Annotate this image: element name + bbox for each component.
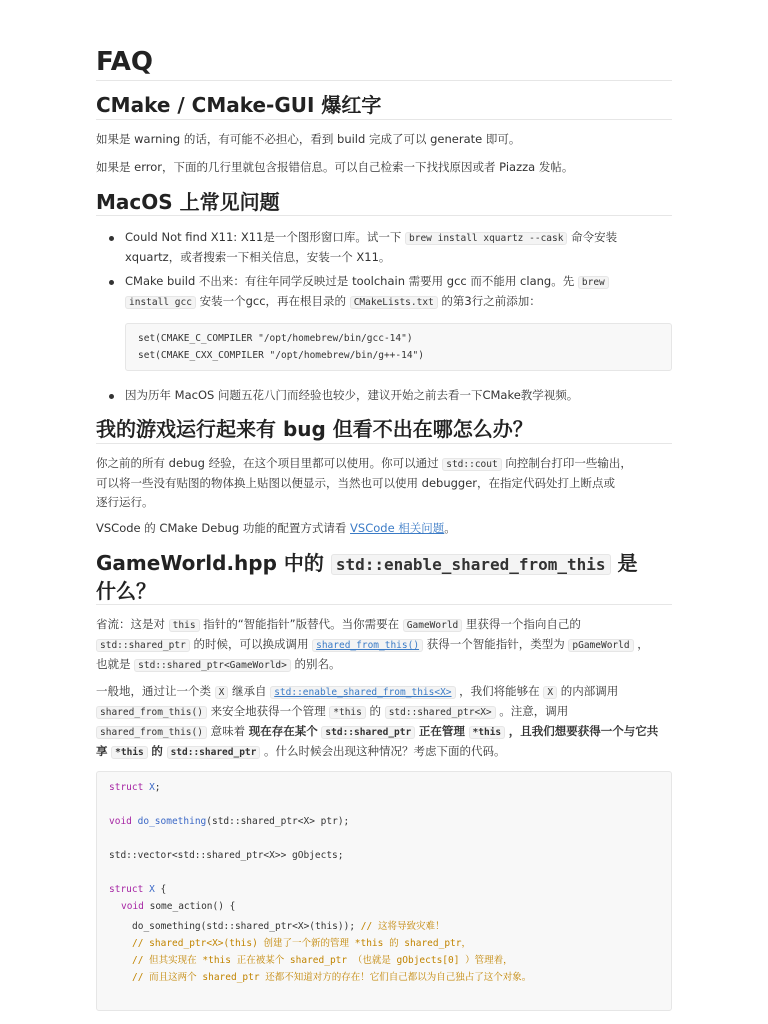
- vscode-faq-link[interactable]: VSCode 相关问题: [350, 521, 445, 535]
- inline-code: *this: [329, 706, 366, 719]
- divider: [96, 119, 672, 120]
- code-line: struct X;: [109, 782, 161, 793]
- section-heading-cmake: CMake / CMake-GUI 爆红字: [96, 93, 382, 117]
- code-block-shared-ptr: [96, 771, 672, 1011]
- gameworld-summary-paragraph: 省流：这是对 this 指针的“智能指针”版替代。当你需要在 GameWorld 里获得一个指向自己的 std::shared_ptr 的时候，可以换成调用 shared_from_this() 获得一个智能指针，类型为 pGameWorld ， 也就是 std::shared_ptr<GameWorld> 的别名。: [96, 617, 649, 671]
- page-title: FAQ: [96, 47, 154, 77]
- code-line: void some_action() {: [121, 901, 236, 912]
- inline-code: X: [215, 686, 229, 699]
- bullet-icon: [109, 280, 114, 285]
- inline-code: brew install xquartz --cask: [405, 232, 567, 245]
- inline-code: install gcc: [125, 296, 196, 309]
- cmake-warning-paragraph: 如果是 warning 的话，有可能不必担心，看到 build 完成了可以 generate 即可。: [96, 132, 521, 146]
- code-comment: // 而且这两个 shared_ptr 还都不知道对方的存在！它们自己都以为自己独占了这个对象。: [132, 972, 532, 983]
- inline-code: X: [543, 686, 557, 699]
- inline-code: std::shared_ptr<GameWorld>: [134, 659, 291, 672]
- bullet-icon: [109, 236, 114, 241]
- vscode-paragraph: VSCode 的 CMake Debug 功能的配置方式请看 VSCode 相关问题。: [96, 521, 456, 535]
- inline-code: std::shared_ptr: [96, 639, 190, 652]
- section-heading-debug: 我的游戏运行起来有 bug 但看不出在哪怎么办？: [96, 417, 533, 441]
- debug-paragraph: 你之前的所有 debug 经验，在这个项目里都可以使用。你可以通过 std::cout 向控制台打印一些输出， 可以将一些没有贴图的物体换上贴图以便显示，当然也可以使用 debugger，在指定代码处打上断点或 逐行运行。: [96, 456, 632, 509]
- inline-code: pGameWorld: [568, 639, 633, 652]
- inline-code: GameWorld: [403, 619, 462, 632]
- enable-shared-from-this-link[interactable]: std::enable_shared_from_this<X>: [270, 686, 455, 699]
- code-line: void do_something(std::shared_ptr<X> ptr);: [109, 816, 350, 827]
- section-heading-gameworld: GameWorld.hpp 中的 std::enable_shared_from_this 是 什么？: [96, 551, 638, 603]
- code-line: struct X {: [109, 884, 167, 895]
- inline-code: shared_from_this(): [96, 726, 207, 739]
- inline-code: shared_from_this(): [96, 706, 207, 719]
- code-block-cmake: [125, 323, 672, 371]
- code-line: set(CMAKE_CXX_COMPILER "/opt/homebrew/bin/g++-14"): [138, 350, 424, 361]
- inline-code: std::enable_shared_from_this: [331, 554, 611, 575]
- list-item-x11: Could Not find X11: X11是一个图形窗口库。试一下 brew install xquartz --cask 命令安装 xquartz，或者搜索一下相关信息，安装一个 X11。: [125, 228, 665, 267]
- list-item-gcc: CMake build 不出来：有往年同学反映过是 toolchain 需要用 gcc 而不能用 clang。先 brew install gcc 安装一个gcc，再在根目录的 CMakeLists.txt 的第3行之前添加：: [125, 272, 665, 312]
- section-heading-macos: MacOS 上常见问题: [96, 190, 280, 214]
- inline-code: *this: [469, 726, 506, 739]
- inline-code: std::shared_ptr: [321, 726, 415, 739]
- code-comment: // shared_ptr<X>(this) 创建了一个新的管理 *this 的 shared_ptr，: [132, 938, 471, 949]
- code-line: do_something(std::shared_ptr<X>(this)); // 这将导致灾难！: [132, 921, 445, 932]
- inline-code: CMakeLists.txt: [350, 296, 438, 309]
- bullet-icon: [109, 394, 114, 399]
- divider: [96, 604, 672, 605]
- divider: [96, 443, 672, 444]
- inline-code: std::cout: [442, 458, 501, 471]
- list-item-tutorial: 因为历年 MacOS 问题五花八门而经验也较少，建议开始之前去看一下CMake教学视频。: [125, 386, 665, 405]
- shared-from-this-link[interactable]: shared_from_this(): [312, 639, 423, 652]
- inline-code: brew: [578, 276, 609, 289]
- cmake-error-paragraph: 如果是 error，下面的几行里就包含报错信息。可以自己检索一下找找原因或者 Piazza 发帖。: [96, 160, 574, 174]
- code-comment: // 但其实现在 *this 正在被某个 shared_ptr （也就是 gObjects[0] ）管理着，: [132, 955, 513, 966]
- divider: [96, 80, 672, 81]
- inline-code: std::shared_ptr: [167, 746, 261, 759]
- code-line: set(CMAKE_C_COMPILER "/opt/homebrew/bin/gcc-14"): [138, 333, 413, 344]
- gameworld-detail-paragraph: 一般地，通过让一个类 X 继承自 std::enable_shared_from_this<X> ，我们将能够在 X 的内部调用 shared_from_this() 来安全地获得一个管理 *this 的 std::shared_ptr<X> 。注意，调用 shared_from_this() 意味着 现在存在某个 std::shared_ptr 正在管理 *this ，且我们想要获得一个与它共 享 *this 的 std::shared_ptr 。什么时候会出现这种情况？考虑下面的代码。: [96, 684, 659, 758]
- inline-code: std::shared_ptr<X>: [385, 706, 496, 719]
- inline-code: *this: [111, 746, 148, 759]
- inline-code: this: [169, 619, 200, 632]
- code-line: std::vector<std::shared_ptr<X>> gObjects;: [109, 850, 344, 861]
- divider: [96, 215, 672, 216]
